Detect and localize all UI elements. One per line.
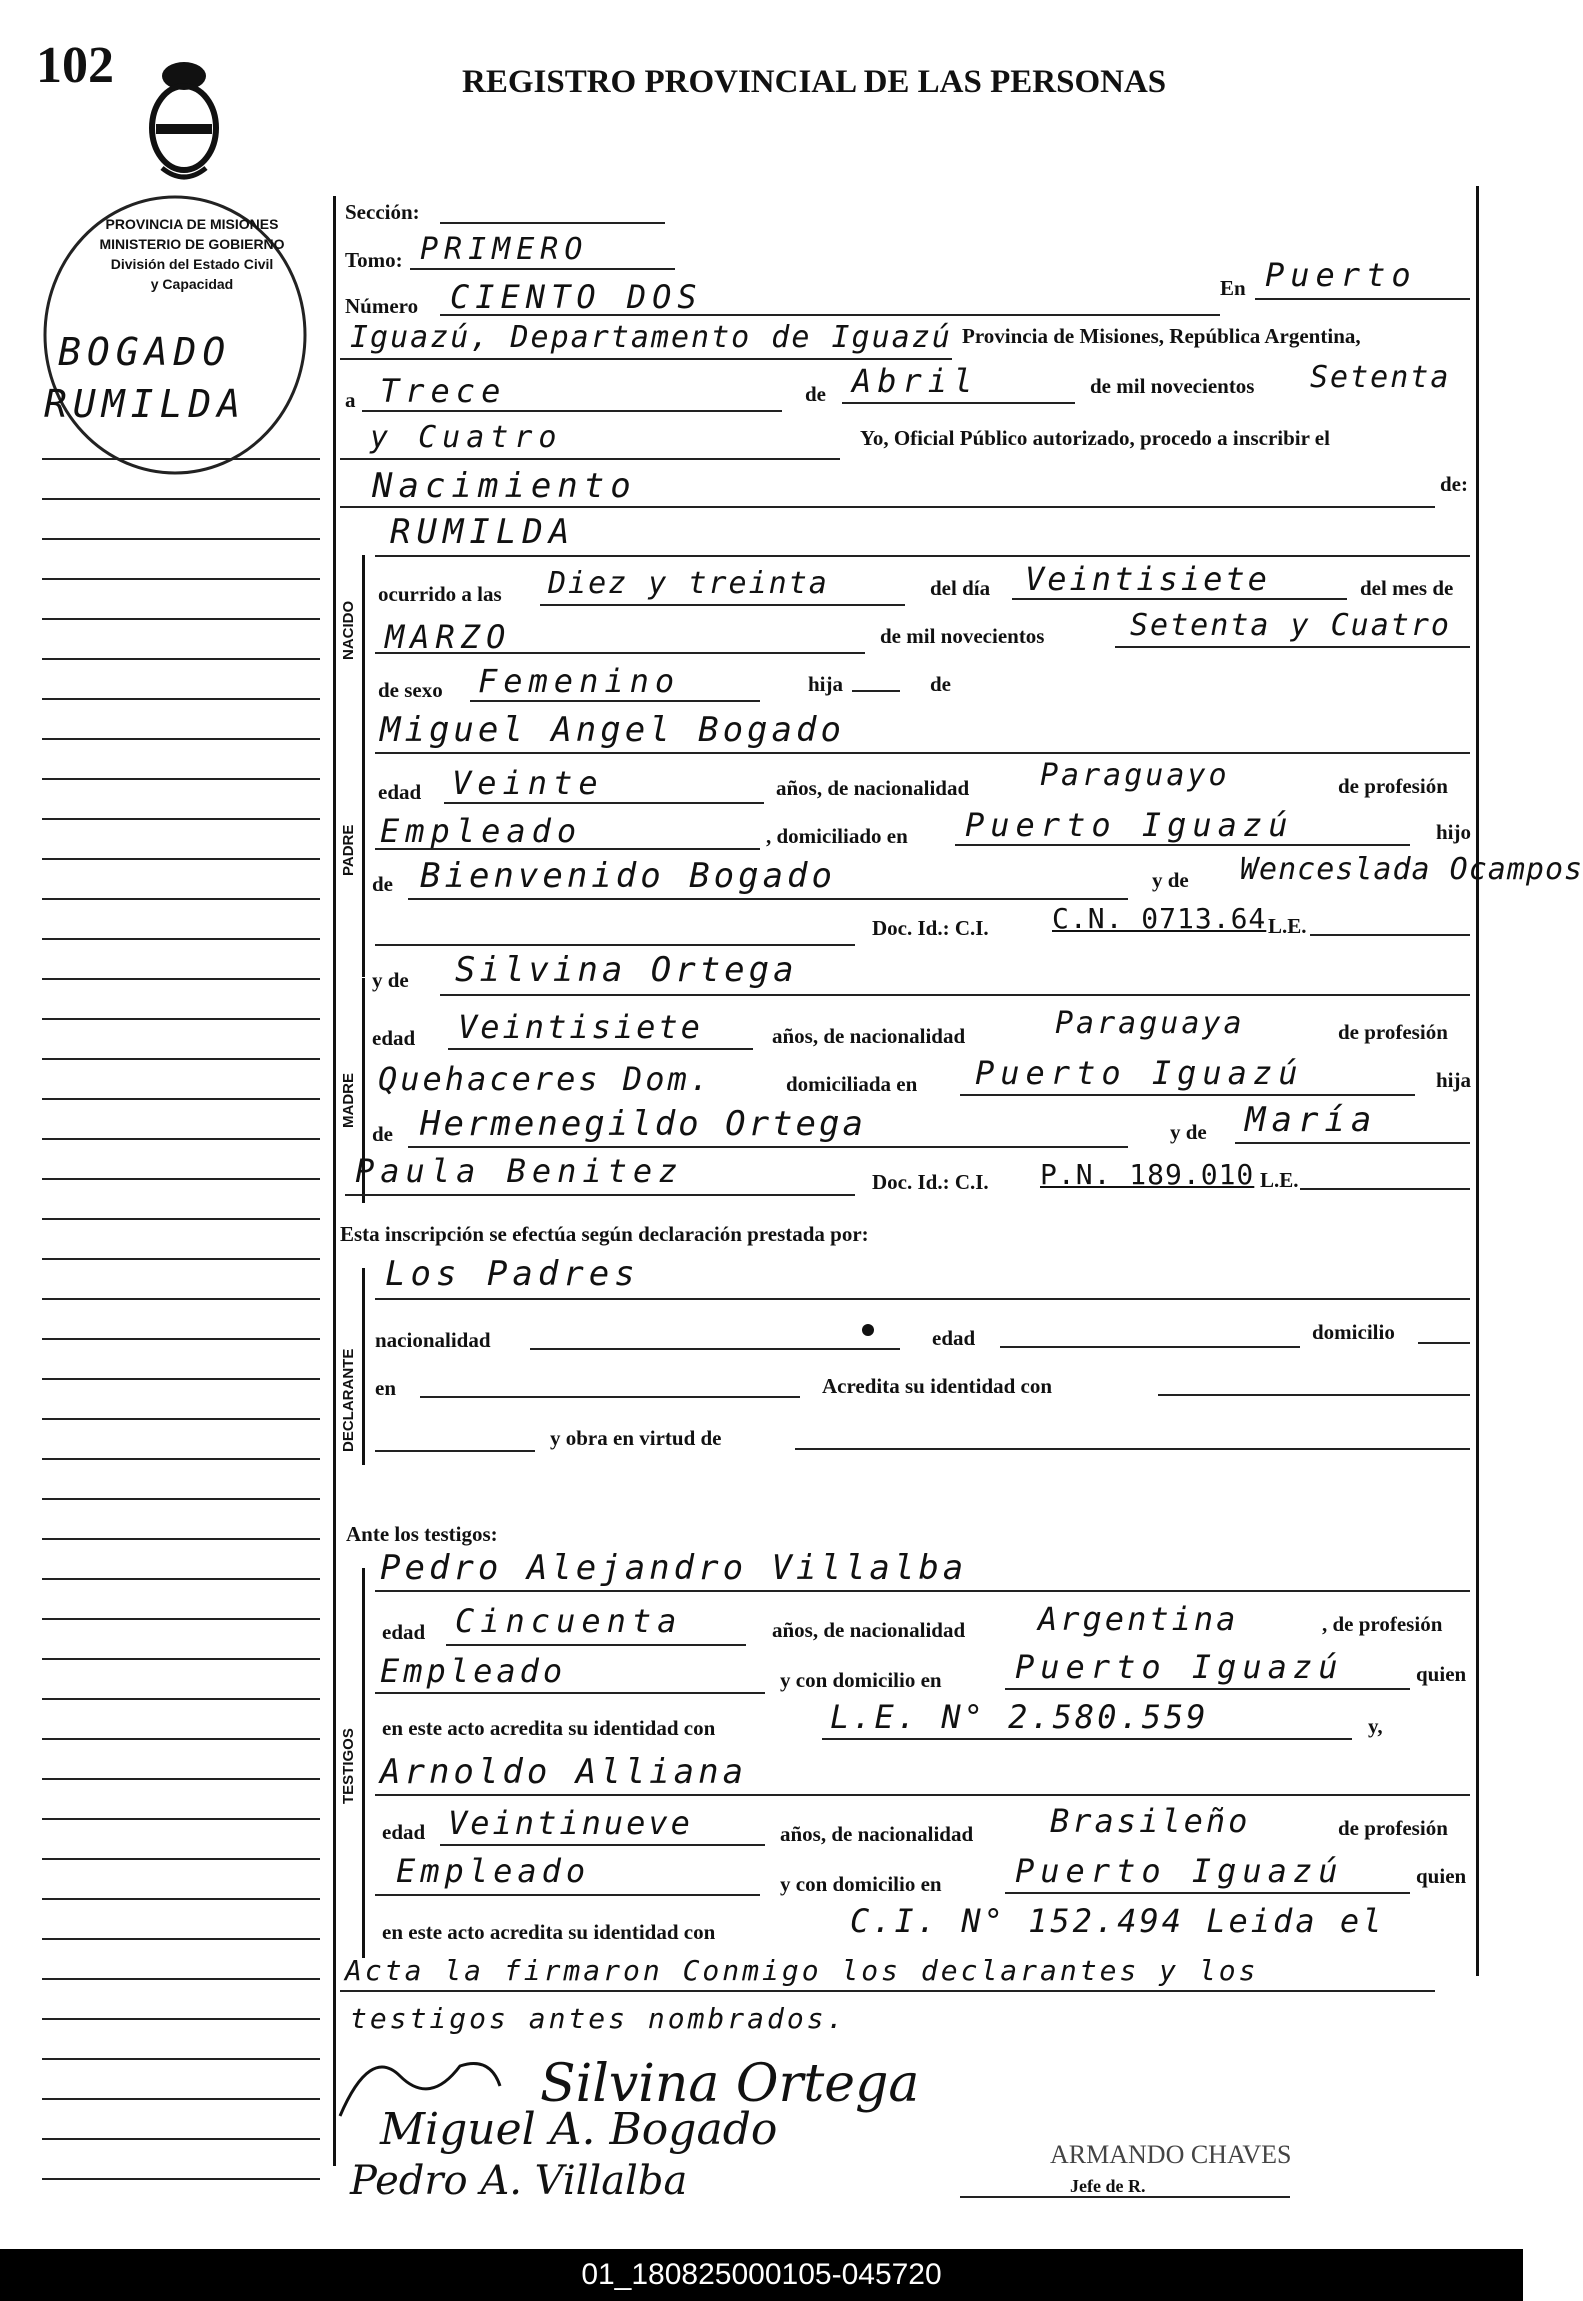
testigo1-acredita-label: en este acto acredita su identidad con	[382, 1716, 716, 1740]
sexo-label: de sexo	[378, 678, 443, 702]
padre-y-de-label: y de	[1152, 868, 1189, 892]
padre-label: PADRE	[340, 824, 357, 876]
declarante-domicilio-label: domicilio	[1312, 1320, 1395, 1344]
padre-nac-label: años, de nacionalidad	[776, 776, 970, 800]
declarante-acredita-label: Acredita su identidad con	[822, 1374, 1053, 1398]
numero-value: CIENTO DOS	[450, 278, 703, 316]
testigos-intro: Ante los testigos:	[346, 1522, 498, 1546]
testigo2-doc-value: C.I. N° 152.494 Leida el	[850, 1902, 1385, 1940]
madre-edad-value: Veintisiete	[458, 1008, 703, 1046]
testigo1-nac-value: Argentina	[1038, 1600, 1239, 1638]
place-value: Iguazú, Departamento de Iguazú	[350, 320, 952, 355]
padre-prof-value: Empleado	[380, 812, 583, 850]
year-label: de mil novecientos	[1090, 374, 1255, 398]
padre-padre-value: Bienvenido Bogado	[420, 856, 836, 896]
testigo1-prof-label: , de profesión	[1322, 1612, 1443, 1636]
padre-prof-label: de profesión	[1338, 774, 1448, 798]
declarante-label: DECLARANTE	[340, 1348, 357, 1452]
seccion-label: Sección:	[345, 200, 420, 224]
padre-edad-value: Veinte	[452, 764, 604, 802]
acto-value: Nacimiento	[372, 466, 637, 506]
testigo2-prof-value: Empleado	[396, 1852, 591, 1890]
footer-image-id: 01_180825000105-045720	[0, 2249, 1523, 2301]
oficial-label: Yo, Oficial Público autorizado, procedo a inscribir el	[860, 426, 1330, 450]
madre-y-de2-label: y de	[1170, 1120, 1207, 1144]
padre-madre-value: Wenceslada Ocampos	[1240, 852, 1583, 887]
month-value: Abril	[852, 362, 979, 400]
mes-value: MARZO	[385, 618, 512, 656]
madre-nac-label: años, de nacionalidad	[772, 1024, 966, 1048]
page-number: 102	[36, 37, 114, 94]
de-colon-label: de:	[1440, 472, 1468, 496]
nacido-label: NACIDO	[340, 600, 357, 660]
mil-label: de mil novecientos	[880, 624, 1045, 648]
en-value: Puerto	[1265, 256, 1417, 294]
padre-hijo-label: hijo	[1436, 820, 1472, 844]
testigo1-doc-value: L.E. N° 2.580.559	[830, 1698, 1209, 1736]
declarante-en-label: en	[375, 1376, 396, 1400]
padre-nac-value: Paraguayo	[1040, 758, 1230, 793]
form-right-border	[1476, 186, 1479, 1976]
padre-edad-label: edad	[378, 780, 422, 804]
tomo-value: PRIMERO	[420, 232, 589, 267]
padre-doc-value: C.N. 0713.64	[1052, 902, 1267, 935]
madre-madre-value: María	[1245, 1100, 1378, 1140]
official-name: ARMANDO CHAVES	[1050, 2140, 1292, 2169]
declarante-obra-label: y obra en virtud de	[550, 1426, 722, 1450]
testigo2-acredita-label: en este acto acredita su identidad con	[382, 1920, 716, 1944]
nacido-name: RUMILDA	[390, 512, 576, 552]
testigo2-dom-value: Puerto Iguazú	[1015, 1852, 1344, 1890]
madre-de-label: de	[372, 1122, 393, 1146]
testigos-label: TESTIGOS	[340, 1728, 357, 1804]
year-value-cont: y Cuatro	[370, 420, 563, 455]
testigo1-dom-value: Puerto Iguazú	[1015, 1648, 1344, 1686]
section-border	[362, 1568, 365, 1958]
stamp-line: División del Estado Civil	[110, 256, 274, 272]
page-title: REGISTRO PROVINCIAL DE LAS PERSONAS	[462, 64, 1167, 100]
declarante-value: Los Padres	[385, 1254, 640, 1294]
closing-line2: testigos antes nombrados.	[350, 2002, 847, 2035]
signature-silvina: Silvina Ortega	[540, 2054, 920, 2114]
madre-name: Silvina Ortega	[455, 950, 798, 990]
padre-de-label: de	[372, 872, 393, 896]
en-label: En	[1220, 276, 1246, 300]
month-de-label: de	[805, 382, 826, 406]
madre-dom-value: Puerto Iguazú	[975, 1054, 1304, 1092]
margin-surname: BOGADO	[58, 330, 232, 374]
hijo-label: hija	[808, 672, 844, 696]
madre-hija-label: hija	[1436, 1068, 1472, 1092]
testigo1-edad-label: edad	[382, 1620, 426, 1644]
testigo1-name: Pedro Alejandro Villalba	[380, 1548, 968, 1588]
ocurrido-label: ocurrido a las	[378, 582, 502, 606]
madre-madre-value-cont: Paula Benitez	[355, 1152, 684, 1190]
closing-line1: Acta la firmaron Conmigo los declarantes y los	[345, 1954, 1259, 1987]
madre-label: MADRE	[340, 1073, 357, 1128]
anio-value: Setenta y Cuatro	[1130, 608, 1451, 643]
padre-name: Miguel Angel Bogado	[380, 710, 845, 750]
madre-y-de-label: y de	[372, 968, 409, 992]
del-dia-label: del día	[930, 576, 991, 600]
provincia-label: Provincia de Misiones, República Argentina,	[962, 324, 1361, 348]
signature-villalba: Pedro A. Villalba	[350, 2158, 688, 2204]
declarante-intro: Esta inscripción se efectúa según declaración prestada por:	[340, 1222, 869, 1246]
declarante-nac-label: nacionalidad	[375, 1328, 491, 1352]
dia-value: Veintisiete	[1025, 560, 1270, 598]
numero-label: Número	[345, 294, 419, 318]
signature-bogado: Miguel A. Bogado	[380, 2104, 778, 2155]
madre-le-label: L.E.	[1260, 1168, 1299, 1192]
testigo2-quien-label: quien	[1416, 1864, 1467, 1888]
madre-edad-label: edad	[372, 1026, 416, 1050]
padre-doc-label: Doc. Id.: C.I.	[872, 916, 989, 940]
padre-dom-value: Puerto Iguazú	[965, 806, 1294, 844]
form-left-border	[333, 196, 336, 2166]
day-value: Trece	[380, 372, 507, 410]
testigo1-edad-value: Cincuenta	[455, 1602, 683, 1640]
signature-flourish-icon	[330, 2036, 510, 2126]
testigo2-prof-label: de profesión	[1338, 1816, 1448, 1840]
madre-doc-value: P.N. 189.010	[1040, 1158, 1255, 1191]
testigo1-y-label: y,	[1368, 1714, 1383, 1738]
nacido-de-label: de	[930, 672, 951, 696]
testigo1-quien-label: quien	[1416, 1662, 1467, 1686]
testigo2-name: Arnoldo Alliana	[380, 1752, 748, 1792]
hora-value: Diez y treinta	[548, 566, 829, 601]
madre-prof-value: Quehaceres Dom.	[378, 1060, 712, 1098]
stamp-line: PROVINCIA DE MISIONES	[105, 216, 279, 232]
testigo2-nac-value: Brasileño	[1050, 1802, 1251, 1840]
madre-padre-value: Hermenegildo Ortega	[420, 1104, 866, 1144]
section-border	[362, 772, 365, 977]
padre-le-label: L.E.	[1268, 914, 1307, 938]
testigo2-nac-label: años, de nacionalidad	[780, 1822, 974, 1846]
testigo2-dom-label: y con domicilio en	[780, 1872, 942, 1896]
declarante-edad-label: edad	[932, 1326, 976, 1350]
madre-doc-label: Doc. Id.: C.I.	[872, 1170, 989, 1194]
section-border	[362, 1268, 365, 1465]
testigo1-prof-value: Empleado	[380, 1652, 567, 1690]
testigo2-edad-label: edad	[382, 1820, 426, 1844]
madre-nac-value: Paraguaya	[1055, 1006, 1245, 1041]
stamp-line: y Capacidad	[150, 276, 234, 292]
coat-of-arms-icon	[142, 58, 226, 188]
stamp-line: MINISTERIO DE GOBIERNO	[99, 236, 285, 252]
a-label: a	[345, 388, 356, 412]
testigo1-nac-label: años, de nacionalidad	[772, 1618, 966, 1642]
sexo-value: Femenino	[478, 662, 681, 700]
stamp-text	[62, 214, 322, 294]
official-subtitle: Jefe de R.	[1070, 2176, 1146, 2196]
ink-dot	[862, 1324, 874, 1336]
madre-dom-label: domiciliada en	[786, 1072, 918, 1096]
margin-given-name: RUMILDA	[44, 382, 247, 426]
padre-dom-label: , domiciliado en	[766, 824, 908, 848]
year-value: Setenta	[1310, 360, 1451, 395]
tomo-label: Tomo:	[345, 248, 403, 272]
testigo1-dom-label: y con domicilio en	[780, 1668, 942, 1692]
testigo2-edad-value: Veintinueve	[448, 1804, 693, 1842]
madre-prof-label: de profesión	[1338, 1020, 1448, 1044]
del-mes-label: del mes de	[1360, 576, 1454, 600]
